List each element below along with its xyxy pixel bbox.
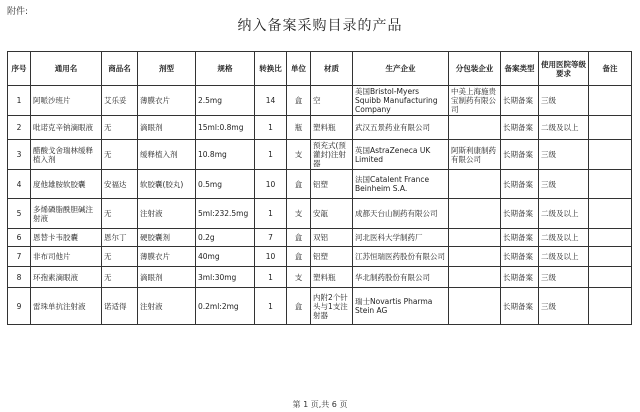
cell-level: 三级 — [539, 170, 589, 199]
cell-spec: 0.2ml:2mg — [196, 288, 255, 325]
cell-spec: 2.5mg — [196, 86, 255, 116]
cell-no: 7 — [8, 247, 31, 267]
cell-spec: 5ml:232.5mg — [196, 199, 255, 229]
col-header-material: 材质 — [311, 52, 353, 86]
cell-brand: 艾乐妥 — [102, 86, 138, 116]
col-header-manufacturer: 生产企业 — [353, 52, 449, 86]
cell-name: 雷珠单抗注射液 — [31, 288, 102, 325]
cell-ratio: 1 — [255, 267, 287, 288]
cell-level: 二级及以上 — [539, 116, 589, 140]
cell-form: 软胶囊(胶丸) — [138, 170, 196, 199]
table-row — [8, 229, 632, 247]
cell-packager: 阿斯利康制药有限公司 — [449, 140, 501, 170]
cell-packager: 中美上海施贵宝制药有限公司 — [449, 86, 501, 116]
col-header-packager: 分包装企业 — [449, 52, 501, 86]
cell-ratio: 1 — [255, 116, 287, 140]
cell-form: 注射液 — [138, 288, 196, 325]
cell-type: 长期备案 — [501, 267, 539, 288]
cell-brand: 无 — [102, 267, 138, 288]
cell-packager — [449, 267, 501, 288]
cell-manufacturer: 武汉五景药业有限公司 — [353, 116, 449, 140]
cell-manufacturer: 英国AstraZeneca UK Limited — [353, 140, 449, 170]
col-header-no: 序号 — [8, 52, 31, 86]
cell-no: 3 — [8, 140, 31, 170]
cell-form: 缓释植入剂 — [138, 140, 196, 170]
cell-unit: 盒 — [287, 247, 311, 267]
cell-material: 铝塑 — [311, 170, 353, 199]
cell-type: 长期备案 — [501, 140, 539, 170]
cell-unit: 支 — [287, 267, 311, 288]
cell-level: 二级及以上 — [539, 229, 589, 247]
cell-name: 醋酸戈舍瑞林缓释植入剂 — [31, 140, 102, 170]
cell-spec: 0.2g — [196, 229, 255, 247]
cell-form: 注射液 — [138, 199, 196, 229]
cell-unit: 盒 — [287, 170, 311, 199]
attachment-label: 附件: — [7, 7, 29, 17]
cell-brand: 诺适得 — [102, 288, 138, 325]
cell-brand: 安福达 — [102, 170, 138, 199]
cell-name: 吡诺克辛钠滴眼液 — [31, 116, 102, 140]
cell-no: 5 — [8, 199, 31, 229]
table-row — [8, 247, 632, 267]
col-header-ratio: 转换比 — [255, 52, 287, 86]
cell-note — [589, 86, 632, 116]
cell-manufacturer: 河北医科大学制药厂 — [353, 229, 449, 247]
cell-type: 长期备案 — [501, 86, 539, 116]
cell-level: 三级 — [539, 267, 589, 288]
cell-name: 非布司他片 — [31, 247, 102, 267]
col-header-type: 备案类型 — [501, 52, 539, 86]
cell-form: 滴眼剂 — [138, 267, 196, 288]
cell-name: 阿哌沙班片 — [31, 86, 102, 116]
cell-level: 二级及以上 — [539, 199, 589, 229]
cell-note — [589, 199, 632, 229]
table-row — [8, 267, 632, 288]
page-title: 纳入备案采购目录的产品 — [237, 18, 403, 34]
cell-manufacturer: 成都天台山制药有限公司 — [353, 199, 449, 229]
cell-type: 长期备案 — [501, 229, 539, 247]
cell-packager — [449, 170, 501, 199]
cell-manufacturer: 江苏恒瑞医药股份有限公司 — [353, 247, 449, 267]
cell-packager — [449, 288, 501, 325]
table-row — [8, 140, 632, 170]
table-row — [8, 116, 632, 140]
cell-material: 塑料瓶 — [311, 267, 353, 288]
cell-name: 多烯磷脂酰胆碱注射液 — [31, 199, 102, 229]
cell-spec: 10.8mg — [196, 140, 255, 170]
cell-unit: 盒 — [287, 86, 311, 116]
cell-material: 铝塑 — [311, 247, 353, 267]
col-header-note: 备注 — [589, 52, 632, 86]
cell-ratio: 1 — [255, 288, 287, 325]
cell-ratio: 1 — [255, 140, 287, 170]
cell-note — [589, 247, 632, 267]
col-header-level: 使用医院等级要求 — [539, 52, 589, 86]
cell-note — [589, 170, 632, 199]
cell-note — [589, 288, 632, 325]
cell-note — [589, 116, 632, 140]
cell-no: 6 — [8, 229, 31, 247]
cell-manufacturer: 法国Catalent France Beinheim S.A. — [353, 170, 449, 199]
cell-brand: 无 — [102, 199, 138, 229]
col-header-name: 通用名 — [31, 52, 102, 86]
cell-type: 长期备案 — [501, 288, 539, 325]
cell-type: 长期备案 — [501, 170, 539, 199]
cell-brand: 无 — [102, 247, 138, 267]
cell-no: 2 — [8, 116, 31, 140]
cell-unit: 盒 — [287, 288, 311, 325]
cell-ratio: 14 — [255, 86, 287, 116]
cell-material: 双铝 — [311, 229, 353, 247]
cell-form: 薄膜衣片 — [138, 247, 196, 267]
cell-no: 9 — [8, 288, 31, 325]
col-header-form: 剂型 — [138, 52, 196, 86]
cell-brand: 无 — [102, 116, 138, 140]
cell-name: 环孢素滴眼液 — [31, 267, 102, 288]
cell-name: 度他雄胺软胶囊 — [31, 170, 102, 199]
cell-spec: 0.5mg — [196, 170, 255, 199]
cell-note — [589, 229, 632, 247]
cell-spec: 15ml:0.8mg — [196, 116, 255, 140]
cell-material: 空 — [311, 86, 353, 116]
cell-level: 二级及以上 — [539, 247, 589, 267]
col-header-spec: 规格 — [196, 52, 255, 86]
cell-no: 4 — [8, 170, 31, 199]
cell-type: 长期备案 — [501, 116, 539, 140]
cell-spec: 3ml:30mg — [196, 267, 255, 288]
cell-form: 薄膜衣片 — [138, 86, 196, 116]
cell-note — [589, 267, 632, 288]
cell-packager — [449, 229, 501, 247]
cell-no: 1 — [8, 86, 31, 116]
col-header-brand: 商品名 — [102, 52, 138, 86]
cell-ratio: 7 — [255, 229, 287, 247]
cell-type: 长期备案 — [501, 199, 539, 229]
cell-brand: 无 — [102, 140, 138, 170]
cell-unit: 支 — [287, 140, 311, 170]
cell-unit: 瓶 — [287, 116, 311, 140]
cell-unit: 盒 — [287, 229, 311, 247]
cell-no: 8 — [8, 267, 31, 288]
cell-ratio: 10 — [255, 170, 287, 199]
cell-packager — [449, 199, 501, 229]
cell-level: 三级 — [539, 288, 589, 325]
table-row — [8, 86, 632, 116]
table-row — [8, 199, 632, 229]
cell-ratio: 1 — [255, 199, 287, 229]
cell-packager — [449, 247, 501, 267]
table-row — [8, 288, 632, 325]
cell-level: 三级 — [539, 86, 589, 116]
cell-material: 塑料瓶 — [311, 116, 353, 140]
cell-material: 预充式(预灌封)注射器 — [311, 140, 353, 170]
cell-brand: 恩尔丁 — [102, 229, 138, 247]
cell-ratio: 10 — [255, 247, 287, 267]
cell-unit: 支 — [287, 199, 311, 229]
page-footer: 第 1 页,共 6 页 — [292, 400, 348, 409]
cell-spec: 40mg — [196, 247, 255, 267]
product-table — [7, 51, 632, 325]
cell-level: 三级 — [539, 140, 589, 170]
cell-form: 滴眼剂 — [138, 116, 196, 140]
table-header-row — [8, 52, 632, 86]
cell-material: 内附2个针头与1支注射器 — [311, 288, 353, 325]
cell-type: 长期备案 — [501, 247, 539, 267]
cell-name: 恩替卡韦胶囊 — [31, 229, 102, 247]
cell-packager — [449, 116, 501, 140]
cell-note — [589, 140, 632, 170]
cell-form: 硬胶囊剂 — [138, 229, 196, 247]
cell-manufacturer: 华北制药股份有限公司 — [353, 267, 449, 288]
cell-manufacturer: 美国Bristol-Myers Squibb Manufacturing Company — [353, 86, 449, 116]
cell-manufacturer: 瑞士Novartis Pharma Stein AG — [353, 288, 449, 325]
col-header-unit: 单位 — [287, 52, 311, 86]
cell-material: 安瓿 — [311, 199, 353, 229]
table-row — [8, 170, 632, 199]
